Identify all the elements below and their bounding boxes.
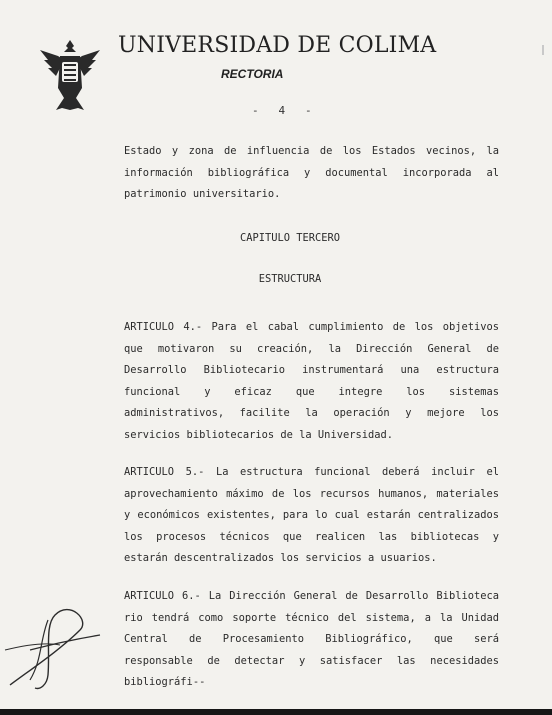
page-number: - 4 - [252,104,312,117]
handwritten-signature [0,590,110,700]
article-4: ARTICULO 4.- Para el cabal cumplimiento de los objetivos que motivaron su creación, la Dirección General de Desarrollo Bibliotecario instrumentará una estructura funcional y eficaz que integre los sistemas administrativos, facilite la operación y mejore los servicios bibliotecarios de la Universidad. [124,321,499,441]
article-6: ARTICULO 6.- La Dirección General de Desarrollo Biblioteca rio tendrá como soporte técnico del sistema, a la Unidad Central de Procesamiento Bibliográfico, que será responsable de detectar y satisfacer las necesidades bibliográfi-- [124,590,499,689]
university-name: UNIVERSIDAD DE COLIMA [118,33,437,58]
office-name: RECTORIA [221,67,284,81]
chapter-subtitle: ESTRUCTURA [258,273,322,285]
article-5: ARTICULO 5.- La estructura funcional deberá incluir el aprovechamiento máximo de los recursos humanos, materiales y económicos existentes, para lo cual estarán centralizados los procesos técnicos que realicen las bibliotecas y estarán descentralizados los servicios a usuarios. [124,466,499,565]
scan-edge-mark [542,45,544,55]
scan-bottom-edge [0,709,552,715]
intro-paragraph: Estado y zona de influencia de los Estados vecinos, la información bibliográfica y documental incorporada al patrimonio universitario. [124,145,499,201]
chapter-title: CAPITULO TERCERO [239,232,341,244]
university-eagle-crest-icon [38,38,102,112]
